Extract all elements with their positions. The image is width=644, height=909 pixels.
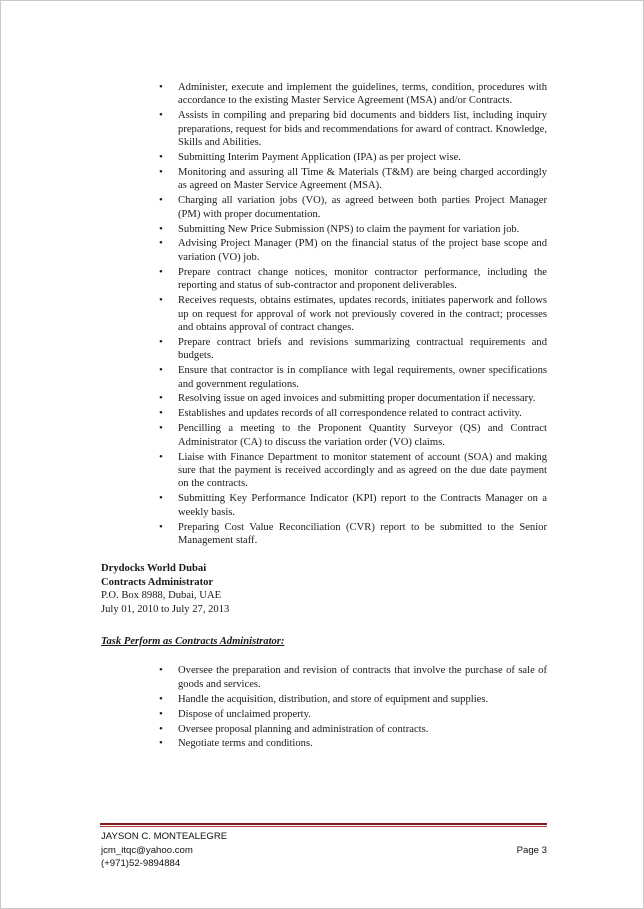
duty-item: • Establishes and updates records of all correspondence related to contract activity. xyxy=(101,407,547,420)
duty-item: • Charging all variation jobs (VO), as agreed between both parties Project Manager (PM) with proper documentation. xyxy=(101,194,547,221)
duty-item: • Prepare contract briefs and revisions summarizing contractual requirements and budgets. xyxy=(101,336,547,363)
duty-item: • Advising Project Manager (PM) on the financial status of the project base scope and variation (VO) job. xyxy=(101,237,547,264)
task-item: • Oversee proposal planning and administration of contracts. xyxy=(101,723,547,736)
task-list xyxy=(101,664,547,750)
employer-block xyxy=(101,562,547,616)
task-item: • Handle the acquisition, distribution, and store of equipment and supplies. xyxy=(101,693,547,706)
employer-company: Drydocks World Dubai xyxy=(101,563,207,575)
task-item: • Dispose of unclaimed property. xyxy=(101,708,547,721)
task-section-title: Task Perform as Contracts Administrator: xyxy=(101,636,285,648)
page-footer xyxy=(101,830,547,871)
duties-list xyxy=(101,81,547,547)
duty-item: • Preparing Cost Value Reconciliation (CVR) report to be submitted to the Senior Management staff. xyxy=(101,521,547,548)
footer-divider xyxy=(100,823,547,825)
duty-item: • Administer, execute and implement the guidelines, terms, condition, procedures with accordance to the existing Master Service Agreement (MSA) and/or Contracts. xyxy=(101,81,547,108)
duty-item: • Submitting New Price Submission (NPS) to claim the payment for variation job. xyxy=(101,223,547,236)
task-item: • Oversee the preparation and revision of contracts that involve the purchase of sale of goods and services. xyxy=(101,664,547,691)
duty-item: • Submitting Key Performance Indicator (KPI) report to the Contracts Manager on a weekly basis. xyxy=(101,492,547,519)
duty-item: • Receives requests, obtains estimates, updates records, initiates paperwork and follows up on request for approval of work not previously covered in the contract; processes and obtains approval of contract changes. xyxy=(101,294,547,334)
employment-dates: July 01, 2010 to July 27, 2013 xyxy=(101,603,230,615)
duty-item: • Resolving issue on aged invoices and submitting proper documentation if necessary. xyxy=(101,392,547,405)
duty-item: • Prepare contract change notices, monitor contractor performance, including the reporting and status of sub-contractor and proponent deliverables. xyxy=(101,266,547,293)
footer-divider-thin xyxy=(100,826,547,827)
footer-email: jcm_itqc@yahoo.com xyxy=(101,844,193,856)
employer-address: P.O. Box 8988, Dubai, UAE xyxy=(101,590,222,602)
duty-item: • Pencilling a meeting to the Proponent Quantity Surveyor (QS) and Contract Administrator (CA) to discuss the variation order (VO) claims. xyxy=(101,422,547,449)
employer-position: Contracts Administrator xyxy=(101,576,214,588)
footer-name: JAYSON C. MONTEALEGRE xyxy=(101,831,228,842)
duty-item: • Monitoring and assuring all Time & Materials (T&M) are being charged accordingly as agreed on Master Service Agreement (MSA). xyxy=(101,166,547,193)
duty-item: • Submitting Interim Payment Application (IPA) as per project wise. xyxy=(101,151,547,164)
duty-item: • Ensure that contractor is in compliance with legal requirements, owner specifications and government regulations. xyxy=(101,364,547,391)
duty-item: • Assists in compiling and preparing bid documents and bidders list, including inquiry preparations, request for bids and recommendations for award of contract. Knowledge, Skills and Abilities. xyxy=(101,109,547,149)
page-content xyxy=(101,81,547,752)
page-number: Page 3 xyxy=(516,844,547,856)
task-item: • Negotiate terms and conditions. xyxy=(101,737,547,750)
duty-item: • Liaise with Finance Department to monitor statement of account (SOA) and making sure that the payment is received accordingly and as agreed on the due date payment on the contracts. xyxy=(101,451,547,491)
footer-phone: (+971)52-9894884 xyxy=(101,858,181,869)
